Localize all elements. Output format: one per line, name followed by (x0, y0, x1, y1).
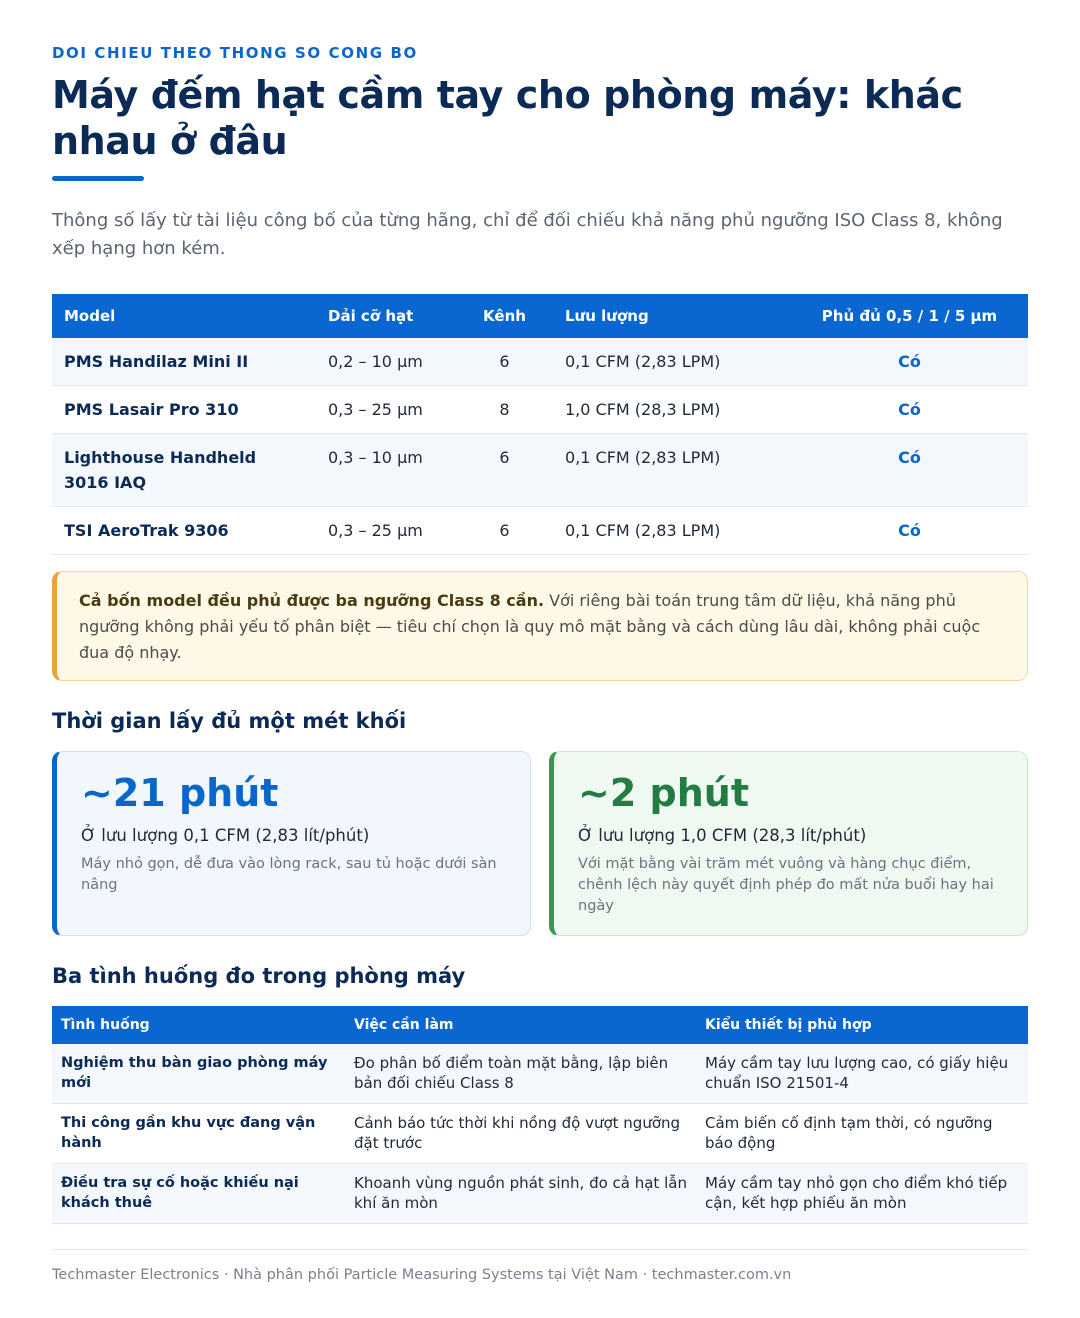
time-value: ~21 phút (81, 771, 279, 815)
model-name: PMS Handilaz Mini II (52, 338, 316, 386)
table-row (52, 507, 1028, 555)
model-name: Lighthouse Handheld 3016 IAQ (52, 434, 316, 507)
table-row (52, 1104, 1028, 1164)
flow-rate: 0,1 CFM (2,83 LPM) (553, 338, 791, 386)
scenario-table (52, 1006, 1028, 1224)
summary-callout (52, 571, 1028, 681)
scenario-device: Máy cầm tay nhỏ gọn cho điểm khó tiếp cận, kết hợp phiếu ăn mòn (696, 1164, 1028, 1224)
scenario-task: Khoanh vùng nguồn phát sinh, đo cả hạt lẫn khí ăn mòn (345, 1164, 696, 1224)
scenario-name: Thi công gần khu vực đang vận hành (52, 1104, 345, 1164)
channel-count: 8 (456, 386, 553, 434)
time-condition: Ở lưu lượng 1,0 CFM (28,3 lít/phút) (578, 826, 867, 845)
flow-rate: 1,0 CFM (28,3 LPM) (553, 386, 791, 434)
time-section-heading: Thời gian lấy đủ một mét khối (52, 709, 407, 733)
header-range: Dải cỡ hạt (316, 294, 456, 338)
table-row (52, 338, 1028, 386)
header-device: Kiểu thiết bị phù hợp (696, 1006, 1028, 1044)
header-model: Model (52, 294, 316, 338)
time-value: ~2 phút (578, 771, 749, 815)
scenario-section-heading: Ba tình huống đo trong phòng máy (52, 964, 466, 988)
table-row (52, 1044, 1028, 1104)
particle-range: 0,3 – 25 µm (316, 386, 456, 434)
table-row (52, 1164, 1028, 1224)
particle-range: 0,2 – 10 µm (316, 338, 456, 386)
channel-count: 6 (456, 507, 553, 555)
footer-divider (52, 1249, 1028, 1250)
table-header-row (52, 294, 1028, 338)
scenario-device: Cảm biến cố định tạm thời, có ngưỡng báo động (696, 1104, 1028, 1164)
table-row (52, 386, 1028, 434)
time-card-high-flow (549, 751, 1028, 936)
time-card-low-flow (52, 751, 531, 936)
eyebrow: DOI CHIEU THEO THONG SO CONG BO (52, 44, 418, 62)
model-comparison-table (52, 294, 1028, 555)
scenario-device: Máy cầm tay lưu lượng cao, có giấy hiệu chuẩn ISO 21501-4 (696, 1044, 1028, 1104)
header-channels: Kênh (456, 294, 553, 338)
table-header-row (52, 1006, 1028, 1044)
coverage-value: Có (791, 434, 1028, 507)
scenario-name: Nghiệm thu bàn giao phòng máy mới (52, 1044, 345, 1104)
scenario-name: Điều tra sự cố hoặc khiếu nại khách thuê (52, 1164, 345, 1224)
page-title: Máy đếm hạt cầm tay cho phòng máy: khác nhau ở đâu (52, 73, 963, 163)
callout-text: Với riêng bài toán trung tâm dữ liệu, khả năng phủ ngưỡng không phải yếu tố phân biệt — tiêu chí chọn là quy mô mặt bằng và cách dùng lâu dài, không phải cuộc đua độ nhạy. (79, 591, 981, 662)
title-underline (52, 176, 144, 181)
header-task: Việc cần làm (345, 1006, 696, 1044)
channel-count: 6 (456, 338, 553, 386)
time-condition: Ở lưu lượng 0,1 CFM (2,83 lít/phút) (81, 826, 370, 845)
coverage-value: Có (791, 507, 1028, 555)
header-scenario: Tình huống (52, 1006, 345, 1044)
model-name: TSI AeroTrak 9306 (52, 507, 316, 555)
particle-range: 0,3 – 25 µm (316, 507, 456, 555)
footer-text: Techmaster Electronics · Nhà phân phối Particle Measuring Systems tại Việt Nam · techmaster.com.vn (52, 1267, 792, 1283)
scenario-task: Đo phân bố điểm toàn mặt bằng, lập biên bản đối chiếu Class 8 (345, 1044, 696, 1104)
header-coverage: Phủ đủ 0,5 / 1 / 5 µm (791, 294, 1028, 338)
particle-range: 0,3 – 10 µm (316, 434, 456, 507)
flow-rate: 0,1 CFM (2,83 LPM) (553, 507, 791, 555)
channel-count: 6 (456, 434, 553, 507)
intro-paragraph: Thông số lấy từ tài liệu công bố của từng hãng, chỉ để đối chiếu khả năng phủ ngưỡng ISO Class 8, không xếp hạng hơn kém. (52, 210, 1003, 259)
coverage-value: Có (791, 338, 1028, 386)
table-row (52, 434, 1028, 507)
callout-emphasis: Cả bốn model đều phủ được ba ngưỡng Class 8 cần. (79, 591, 545, 610)
header-flow: Lưu lượng (553, 294, 791, 338)
time-note: Máy nhỏ gọn, dễ đưa vào lòng rack, sau tủ hoặc dưới sàn nâng (81, 856, 497, 893)
flow-rate: 0,1 CFM (2,83 LPM) (553, 434, 791, 507)
scenario-task: Cảnh báo tức thời khi nồng độ vượt ngưỡng đặt trước (345, 1104, 696, 1164)
time-note: Với mặt bằng vài trăm mét vuông và hàng chục điểm, chênh lệch này quyết định phép đo mất nửa buổi hay hai ngày (578, 856, 994, 914)
coverage-value: Có (791, 386, 1028, 434)
model-name: PMS Lasair Pro 310 (52, 386, 316, 434)
